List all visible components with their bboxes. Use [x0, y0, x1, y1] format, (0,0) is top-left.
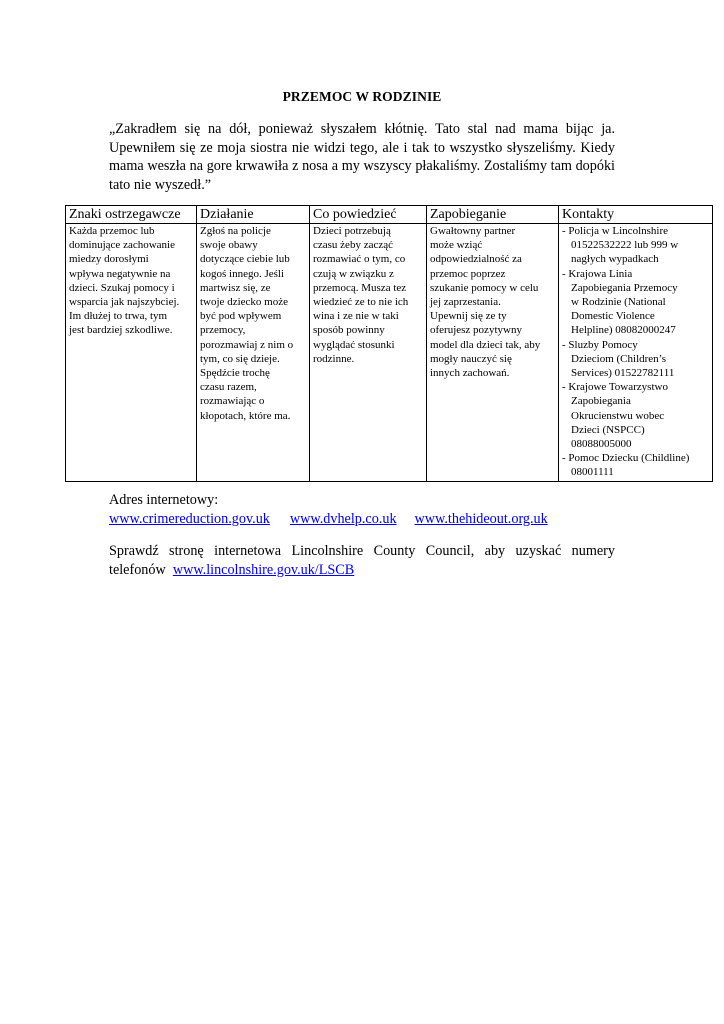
header-action: Działanie: [197, 206, 310, 224]
cell-text-line: dominujące zachowanie: [69, 239, 175, 252]
table-row: [66, 224, 713, 482]
header-prevention: Zapobieganie: [427, 206, 559, 224]
cell-text-line: przemoc poprzez: [430, 267, 506, 280]
link-thehideout[interactable]: www.thehideout.org.uk: [414, 510, 548, 527]
contact-line: 08088005000: [571, 438, 632, 451]
cell-text-line: model dla dzieci tak, aby: [430, 338, 541, 351]
cell-text-line: dzieci. Szukaj pomocy i: [69, 281, 175, 294]
cell-text-line: martwisz się, ze: [200, 281, 271, 294]
cell-text-line: Im dłużej to trwa, tym: [69, 310, 168, 323]
cell-text-line: sposób powinny: [313, 324, 385, 337]
cell-text-line: Gwałtowny partner: [430, 225, 516, 237]
cell-text-line: wyglądać stosunki: [313, 338, 395, 351]
cell-text-line: Każda przemoc lub: [69, 225, 155, 237]
contact-line: Dzieciom (Children’s: [571, 352, 667, 365]
lscb-block: [109, 542, 615, 579]
cell-warning-signs: [66, 224, 197, 482]
header-contacts: Kontakty: [559, 206, 713, 224]
contact-line: - Sluzby Pomocy: [562, 338, 638, 351]
lscb-text: Sprawdź stronę internetowa Lincolnshire County Council, aby uzyskać numery telefonów: [109, 543, 615, 578]
contact-line: - Krajowe Towarzystwo: [562, 381, 668, 394]
contact-line: - Policja w Lincolnshire: [562, 225, 669, 237]
cell-text-line: wsparcia jak najszybciej.: [69, 296, 180, 309]
lscb-paragraph: [109, 542, 615, 579]
cell-text-line: może wziąć: [430, 239, 483, 252]
cell-text-line: porozmawiaj z nim o: [200, 338, 294, 351]
cell-text-line: czasu razem,: [200, 381, 257, 394]
cell-text-line: tym, co się dzieje.: [200, 352, 280, 365]
cell-text-line: wpływa negatywnie na: [69, 267, 171, 280]
cell-text-line: przemocą. Musza tez: [313, 281, 407, 294]
link-dvhelp[interactable]: www.dvhelp.co.uk: [289, 510, 397, 527]
cell-action: [197, 224, 310, 482]
contact-line: Zapobiegania: [571, 395, 631, 408]
cell-text-line: wina i ze nie w taki: [313, 310, 399, 323]
cell-text-line: być pod wpływem: [200, 310, 282, 323]
cell-text-line: dotyczące ciebie lub: [200, 253, 290, 266]
table-header-row: [66, 206, 713, 224]
cell-prevention: [427, 224, 559, 482]
header-warning-signs: Znaki ostrzegawcze: [66, 206, 197, 224]
page-title: PRZEMOC W RODZINIE: [282, 89, 442, 104]
cell-text-line: jej zaprzestania.: [430, 296, 501, 309]
contact-line: 01522532222 lub 999 w: [571, 239, 679, 252]
cell-text-line: twoje dziecko może: [200, 296, 288, 309]
contact-line: w Rodzinie (National: [571, 296, 666, 309]
cell-text-line: wiedzieć ze to nie ich: [313, 296, 409, 309]
cell-what-to-say: [310, 224, 427, 482]
contact-line: Services) 01522782111: [571, 367, 675, 380]
link-lincolnshire-lscb[interactable]: www.lincolnshire.gov.uk/LSCB: [172, 561, 355, 578]
cell-text-line: Dzieci potrzebują: [313, 225, 391, 237]
contact-line: - Pomoc Dziecku (Childline): [562, 452, 690, 465]
cell-text-line: oferujesz pozytywny: [430, 324, 522, 337]
cell-text-line: Zgłoś na policje: [200, 225, 271, 237]
contact-line: Zapobiegania Przemocy: [571, 281, 678, 294]
contact-line: Domestic Violence: [571, 310, 655, 323]
cell-text-line: miedzy dorosłymi: [69, 253, 149, 266]
links-label: Adres internetowy:: [109, 492, 219, 508]
link-crimereduction[interactable]: www.crimereduction.gov.uk: [109, 510, 270, 527]
header-what-to-say: Co powiedzieć: [310, 206, 427, 224]
cell-contacts: [559, 224, 713, 482]
cell-text-line: Upewnij się ze ty: [430, 310, 507, 323]
cell-text-line: Spędźcie trochę: [200, 367, 270, 380]
cell-text-line: innych zachowań.: [430, 367, 510, 380]
cell-text-line: mogły nauczyć się: [430, 352, 512, 365]
cell-text-line: szukanie pomocy w celu: [430, 281, 539, 294]
cell-text-line: odpowiedzialność za: [430, 253, 522, 266]
contact-line: Helpline) 08082000247: [571, 324, 676, 337]
cell-text-line: przemocy,: [200, 324, 246, 337]
cell-text-line: czują w związku z: [313, 267, 394, 280]
cell-text-line: swoje obawy: [200, 239, 258, 252]
quote-paragraph: [109, 120, 615, 194]
cell-text-line: czasu żeby zacząć: [313, 239, 393, 252]
contact-line: Dzieci (NSPCC): [571, 423, 645, 436]
links-row: [109, 510, 615, 529]
cell-text-line: rozmawiać o tym, co: [313, 253, 406, 266]
info-table: [65, 205, 713, 482]
contact-line: 08001111: [571, 466, 614, 479]
links-block: [109, 491, 615, 528]
cell-text-line: kogoś innego. Jeśli: [200, 267, 285, 280]
cell-text-line: rozmawiając o: [200, 395, 265, 408]
cell-text-line: kłopotach, które ma.: [200, 409, 291, 422]
cell-text-line: rodzinne.: [313, 352, 355, 365]
contact-line: Okrucienstwu wobec: [571, 409, 665, 422]
quote-text: „Zakradłem się na dół, ponieważ słyszałem kłótnię. Tato stal nad mama bijąc ja. Upewniłem się ze moja siostra nie widzi tego, ale i tak to wszystko słyszeliśmy. Kiedy mama weszła na gore krwawiła z nosa a my wszyscy płakaliśmy. Zostaliśmy tam dopóki tato nie wyszedł.”: [109, 121, 615, 193]
contact-line: nagłych wypadkach: [571, 253, 659, 266]
contact-line: - Krajowa Linia: [562, 267, 633, 280]
cell-text-line: jest bardziej szkodliwe.: [69, 324, 173, 337]
